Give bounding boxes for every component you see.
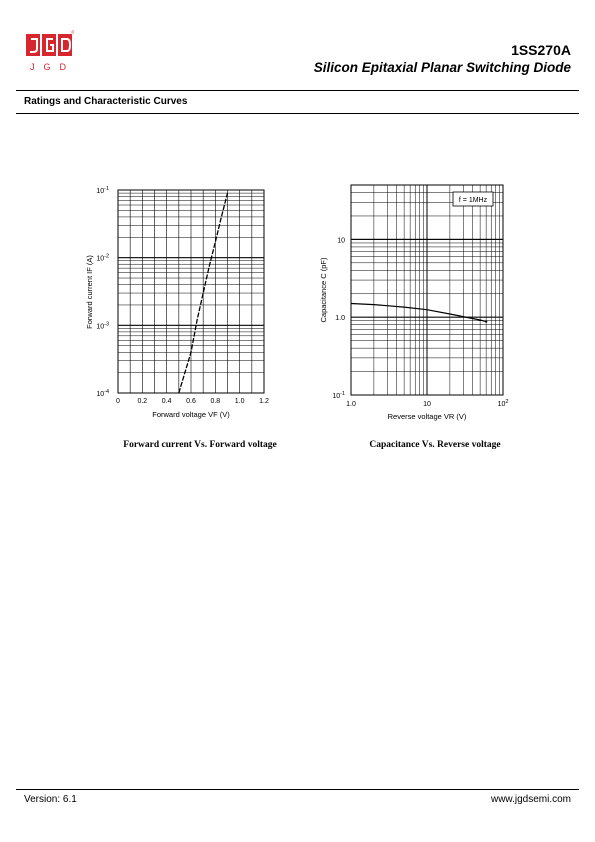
chart2-title: Capacitance Vs. Reverse voltage xyxy=(369,440,501,450)
chart2-series-line xyxy=(351,304,486,322)
footer-version: Version: 6.1 xyxy=(24,794,77,805)
chart2-x-tick-label: 10 xyxy=(423,401,431,408)
chart1-y-tick-label: $10^{-2}$ xyxy=(96,253,109,263)
chart2-grid xyxy=(351,185,503,395)
chart1-x-tick-label: 1.0 xyxy=(234,398,245,405)
chart2-x-tick-label: $10^2$ xyxy=(497,399,509,408)
footer-rule xyxy=(16,789,579,790)
chart1-x-tick-label: 0 xyxy=(116,398,120,405)
chart1-grid xyxy=(118,190,264,393)
chart1-y-tick-label: $10^{-3}$ xyxy=(96,321,109,331)
forward-current-chart xyxy=(80,180,290,455)
chart2-y-label: Capacitance C (pF) xyxy=(319,257,328,323)
chart1-x-tick-label: 0.6 xyxy=(186,398,196,405)
part-description: Silicon Epitaxial Planar Switching Diode xyxy=(313,60,571,75)
chart1-title: Forward current Vs. Forward voltage xyxy=(123,440,277,450)
chart1-x-tick-label: 0.8 xyxy=(210,398,221,405)
chart1-x-ticks xyxy=(116,398,269,405)
chart2-y-tick-label: $10^{-1}$ xyxy=(332,391,345,400)
chart1-x-tick-label: 1.2 xyxy=(259,398,269,405)
chart2-y-ticks xyxy=(332,237,345,400)
footer-url[interactable]: www.jgdsemi.com xyxy=(490,794,571,805)
chart1-x-tick-label: 0.2 xyxy=(137,398,148,405)
chart2-x-tick-label: 1.0 xyxy=(346,401,356,408)
chart1-x-tick-label: 0.4 xyxy=(161,398,172,405)
chart2-annotation: f = 1MHz xyxy=(458,197,488,204)
chart1-y-tick-label: $10^{-4}$ xyxy=(96,389,109,398)
chart2-x-ticks xyxy=(346,399,508,408)
company-logo xyxy=(24,30,74,60)
chart2-x-label: Reverse voltage VR (V) xyxy=(387,412,467,421)
capacitance-chart xyxy=(315,180,520,455)
chart1-y-ticks xyxy=(96,186,109,398)
logo-subtext: JGD xyxy=(30,62,75,72)
part-number: 1SS270A xyxy=(511,42,571,58)
header-rule xyxy=(16,90,579,91)
chart2-y-tick-label: 1.0 xyxy=(335,315,345,323)
chart1-y-label: Forward current IF (A) xyxy=(85,255,94,329)
chart2-y-tick-label: 10 xyxy=(337,237,345,245)
section-rule xyxy=(16,113,579,114)
chart1-y-tick-label: $10^{-1}$ xyxy=(96,186,109,195)
section-title: Ratings and Characteristic Curves xyxy=(24,96,188,107)
chart1-x-label: Forward voltage VF (V) xyxy=(152,410,230,419)
